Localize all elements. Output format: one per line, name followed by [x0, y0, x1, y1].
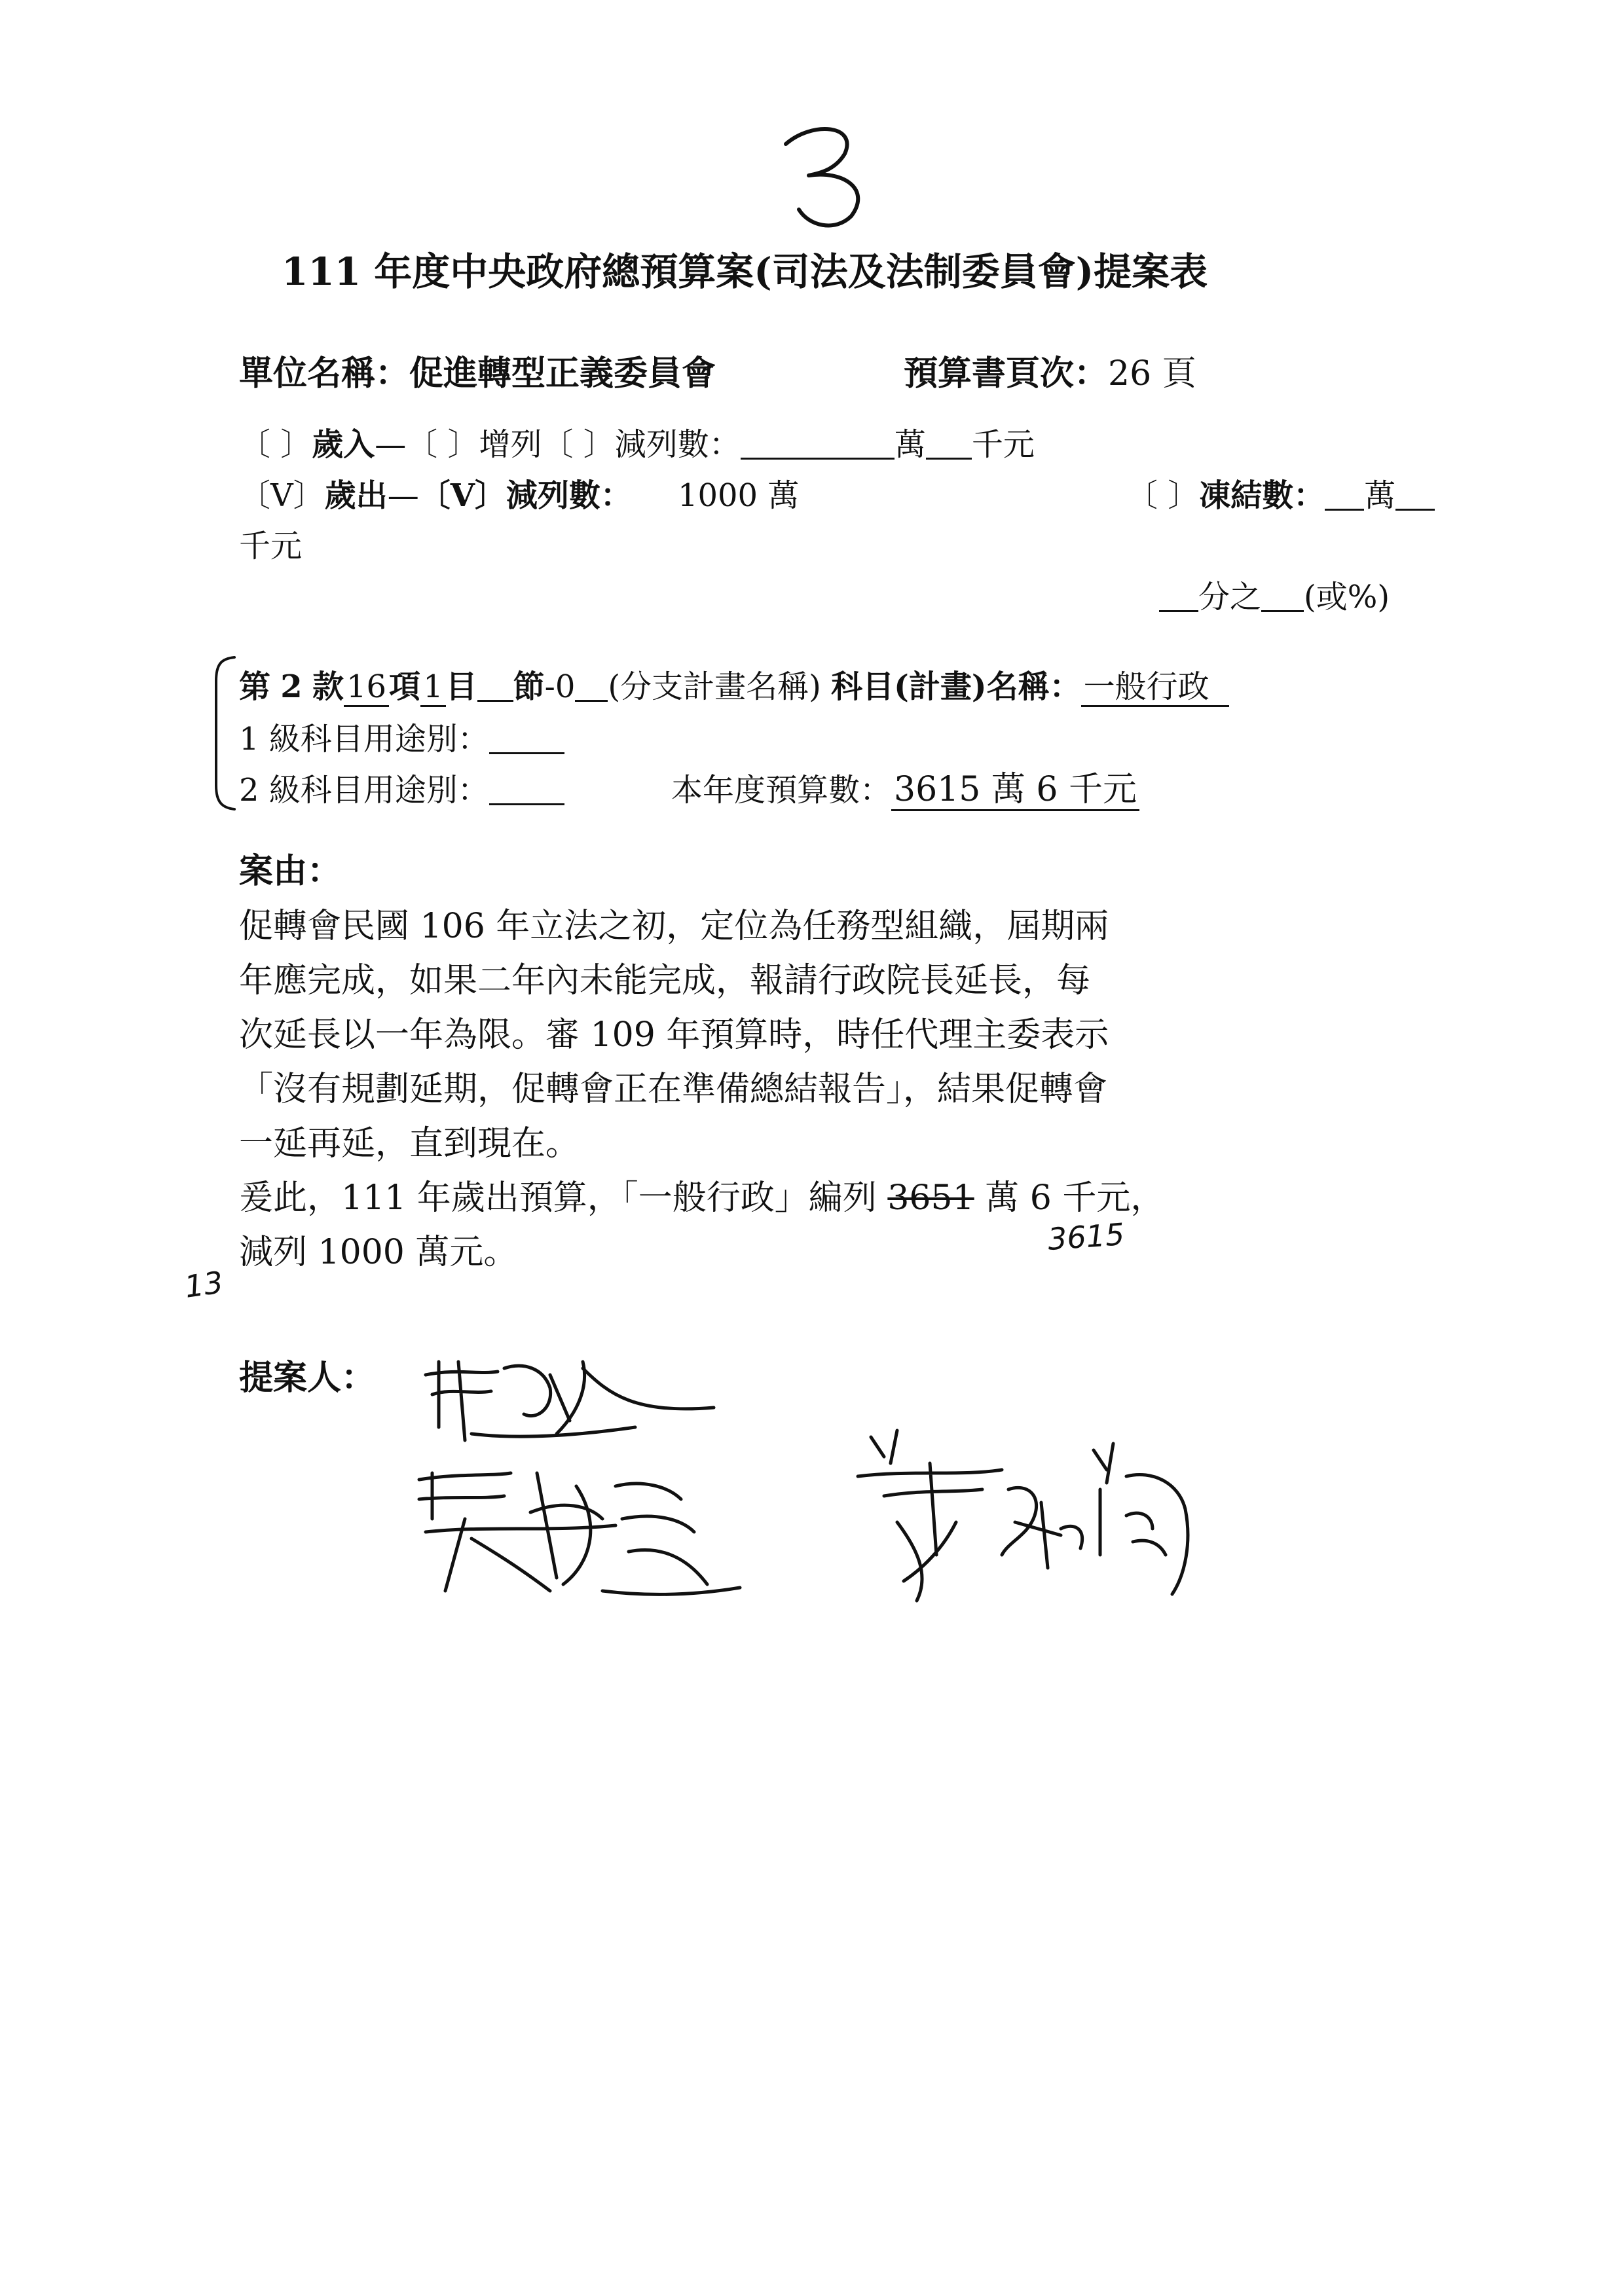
fraction-fen-zhi: 分之	[1198, 579, 1262, 615]
budget-value: 3615 萬 6 千元	[891, 770, 1139, 811]
unit-label: 單位名稱：	[239, 354, 410, 393]
level2-label: 2 級科目用途別：	[239, 772, 489, 809]
budget-page-row	[904, 346, 1196, 395]
revenue-increase: 〔 〕增列	[406, 426, 542, 463]
reason-line-3: 次延長以一年為限。審 109 年預算時，時任代理主委表示	[239, 1015, 1109, 1055]
kuan-value: 2	[280, 668, 303, 705]
subject-value: 一般行政	[1081, 668, 1229, 707]
unit-value: 促進轉型正義委員會	[409, 354, 716, 393]
margin-note: 13	[182, 1264, 226, 1305]
revenue-label: 歲入	[312, 426, 375, 463]
reason-line-6-suffix: 萬 6 千元，	[985, 1178, 1165, 1218]
freeze-label: 凍結數：	[1199, 477, 1325, 514]
revenue-decrease: 〔 〕減列數：	[542, 426, 741, 463]
xiang-value: 16	[344, 668, 389, 707]
reason-line-1: 促轉會民國 106 年立法之初，定位為任務型組織，屆期兩	[239, 907, 1109, 946]
kuan-unit: 款	[312, 668, 344, 705]
reason-line-5: 一延再延，直到現在。	[239, 1124, 580, 1163]
reason-line-2: 年應完成，如果二年內未能完成，報請行政院長延長，每	[239, 961, 1091, 1000]
freeze-row	[1126, 470, 1435, 515]
fraction-blank-1	[1159, 579, 1198, 612]
budget-row	[671, 761, 1139, 811]
jie-blank	[477, 668, 513, 702]
kuan-label: 第	[239, 668, 271, 705]
jie-unit: 節	[513, 668, 545, 705]
form-title: 111 年度中央政府總預算案(司法及法制委員會)提案表	[282, 249, 1208, 294]
revenue-row	[239, 419, 1035, 464]
reason-line-4: 「沒有規劃延期，促轉會正在準備總結報告」，結果促轉會	[239, 1070, 1108, 1109]
signature-3	[845, 1424, 1211, 1620]
expense-dash: —	[387, 477, 419, 514]
expense-decrease: 〔V〕減列數：	[418, 477, 632, 514]
revenue-wan-unit: 萬	[894, 426, 926, 463]
signature-2	[406, 1460, 747, 1604]
level1-row	[239, 714, 564, 759]
xiang-unit: 項	[389, 668, 421, 705]
expense-row	[239, 470, 799, 515]
revenue-dash: —	[375, 426, 407, 463]
expense-box: 〔V〕	[239, 477, 325, 514]
jie-suffix-blank	[575, 668, 608, 702]
page-number-handwritten	[773, 118, 877, 236]
item-bracket-icon	[211, 655, 237, 812]
revenue-qian-blank	[926, 426, 972, 460]
revenue-qian-unit: 千元	[971, 426, 1035, 463]
revenue-wan-blank	[741, 426, 895, 460]
subject-label: 科目(計畫)名稱：	[831, 668, 1081, 705]
mu-unit: 目	[445, 668, 477, 705]
expense-amount: 1000 萬	[677, 477, 800, 514]
level1-label: 1 級科目用途別：	[239, 721, 489, 757]
budget-page-value: 26 頁	[1108, 354, 1196, 393]
unit-row	[239, 346, 716, 395]
level2-blank	[489, 772, 564, 805]
handwritten-correction: 3615	[1046, 1216, 1126, 1258]
revenue-box: 〔 〕	[239, 426, 312, 463]
expense-label: 歲出	[324, 477, 388, 514]
freeze-wan-blank	[1325, 477, 1364, 511]
fraction-row	[1159, 572, 1390, 617]
freeze-wan-unit: 萬	[1364, 477, 1396, 514]
reason-line-6	[239, 1170, 1164, 1219]
item-row	[239, 661, 1229, 706]
jie-suffix: -0	[544, 668, 576, 705]
level2-row	[239, 765, 564, 810]
mu-value: 1	[420, 668, 446, 707]
reason-line-6-prefix: 爰此，111 年歲出預算，「一般行政」編列	[239, 1178, 877, 1218]
branch-label: (分支計畫名稱)	[608, 668, 821, 705]
budget-page-label: 預算書頁次：	[904, 354, 1109, 393]
reason-heading: 案由：	[239, 851, 342, 891]
proposer-label: 提案人：	[239, 1358, 376, 1398]
freeze-qian-blank	[1395, 477, 1435, 511]
reason-line-7: 減列 1000 萬元。	[239, 1233, 518, 1272]
fraction-or-pct: (或%)	[1304, 579, 1390, 615]
budget-label: 本年度預算數：	[671, 772, 892, 809]
struck-amount: 3651	[887, 1178, 974, 1218]
freeze-qian-unit: 千元	[239, 528, 303, 564]
fraction-blank-2	[1261, 579, 1304, 612]
freeze-box: 〔 〕	[1126, 477, 1200, 514]
level1-blank	[489, 721, 564, 754]
